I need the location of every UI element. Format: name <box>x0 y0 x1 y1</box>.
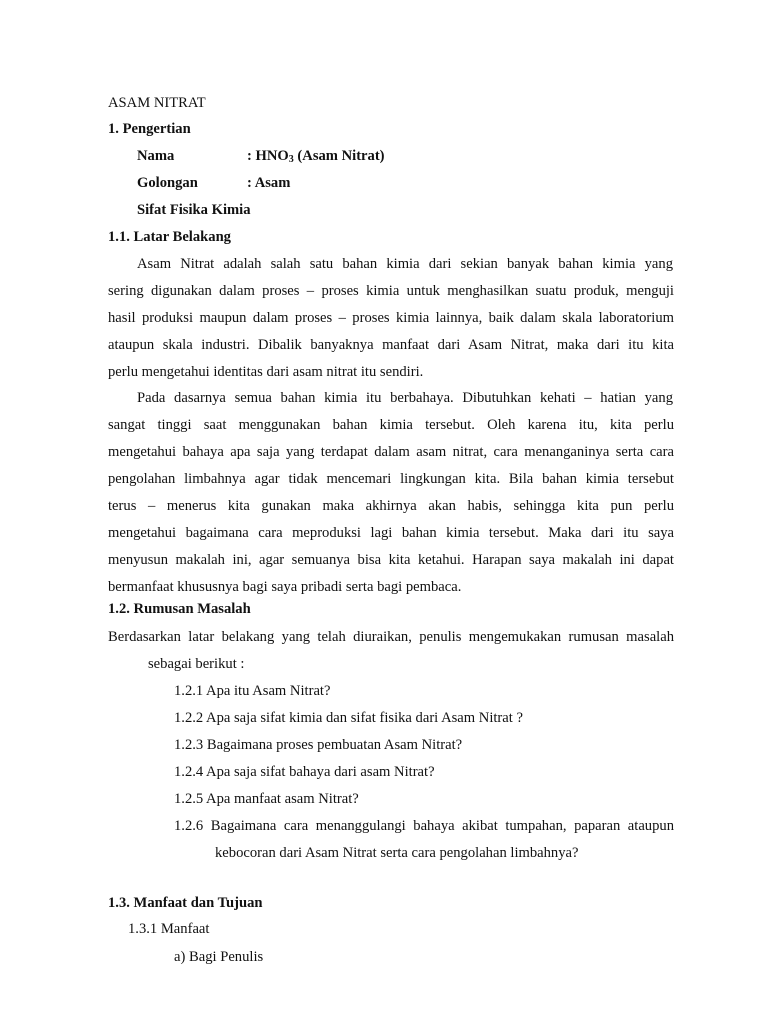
list-item: 1.2.2 Apa saja sifat kimia dan sifat fisika dari Asam Nitrat ? <box>174 710 523 726</box>
list-item-cont: kebocoran dari Asam Nitrat serta cara pengolahan limbahnya? <box>215 845 579 861</box>
paragraph-line: sangat tinggi saat menggunakan bahan kimia tersebut. Oleh karena itu, kita perlu <box>108 417 674 433</box>
row-nama <box>137 147 587 165</box>
golongan-label: Golongan <box>137 175 198 191</box>
list-item: 1.2.5 Apa manfaat asam Nitrat? <box>174 791 359 807</box>
subsection-manfaat: 1.3.1 Manfaat <box>128 921 210 937</box>
paragraph-line: mengetahui bahaya apa saja yang terdapat dalam asam nitrat, cara menanganinya serta cara <box>108 444 674 460</box>
section-heading-rumusan-masalah: 1.2. Rumusan Masalah <box>108 601 251 617</box>
rumusan-intro-cont: sebagai berikut : <box>148 656 245 672</box>
paragraph-line: perlu mengetahui identitas dari asam nitrat itu sendiri. <box>108 364 424 380</box>
section-heading-manfaat-tujuan: 1.3. Manfaat dan Tujuan <box>108 895 263 911</box>
list-item: 1.2.1 Apa itu Asam Nitrat? <box>174 683 331 699</box>
sifat-fisika-kimia-heading: Sifat Fisika Kimia <box>137 202 251 218</box>
rumusan-intro: Berdasarkan latar belakang yang telah diuraikan, penulis mengemukakan rumusan masalah <box>108 629 674 645</box>
section-heading-latar-belakang: 1.1. Latar Belakang <box>108 229 231 245</box>
paragraph-line: ataupun skala industri. Dibalik banyaknya manfaat dari Asam Nitrat, maka dari itu kita <box>108 337 674 353</box>
list-item: 1.2.6 Bagaimana cara menanggulangi bahaya akibat tumpahan, paparan ataupun <box>174 818 674 834</box>
paragraph-line: Asam Nitrat adalah salah satu bahan kimia dari sekian banyak bahan kimia yang <box>137 256 673 272</box>
nama-value: : $HNO_3$ (Asam Nitrat) <box>247 148 385 165</box>
paragraph-line: Pada dasarnya semua bahan kimia itu berbahaya. Dibutuhkan kehati – hatian yang <box>137 390 673 406</box>
section-heading-pengertian: 1. Pengertian <box>108 121 191 137</box>
paragraph-line: terus – menerus kita gunakan maka akhirnya akan habis, sehingga kita pun perlu <box>108 498 674 514</box>
doc-title: ASAM NITRAT <box>108 95 206 111</box>
list-item: 1.2.4 Apa saja sifat bahaya dari asam Nitrat? <box>174 764 435 780</box>
paragraph-line: mengetahui bagaimana cara meproduksi lagi bahan kimia tersebut. Maka dari itu saya <box>108 525 674 541</box>
paragraph-line: bermanfaat khususnya bagi saya pribadi serta bagi pembaca. <box>108 579 462 595</box>
nama-label: Nama <box>137 148 175 164</box>
row-golongan <box>137 174 587 192</box>
paragraph-line: menyusun makalah ini, agar semuanya bisa kita ketahui. Harapan saya makalah ini dapat <box>108 552 674 568</box>
golongan-value: : Asam <box>247 175 291 191</box>
paragraph-line: sering digunakan dalam proses – proses kimia untuk menghasilkan suatu produk, menguji <box>108 283 674 299</box>
list-item: 1.2.3 Bagaimana proses pembuatan Asam Nitrat? <box>174 737 463 753</box>
subsection-bagi-penulis: a) Bagi Penulis <box>174 949 264 965</box>
paragraph-line: hasil produksi maupun dalam proses – proses kimia lainnya, baik dalam skala laboratorium <box>108 310 674 326</box>
paragraph-line: pengolahan limbahnya agar tidak mencemari lingkungan kita. Bila bahan kimia tersebut <box>108 471 674 487</box>
